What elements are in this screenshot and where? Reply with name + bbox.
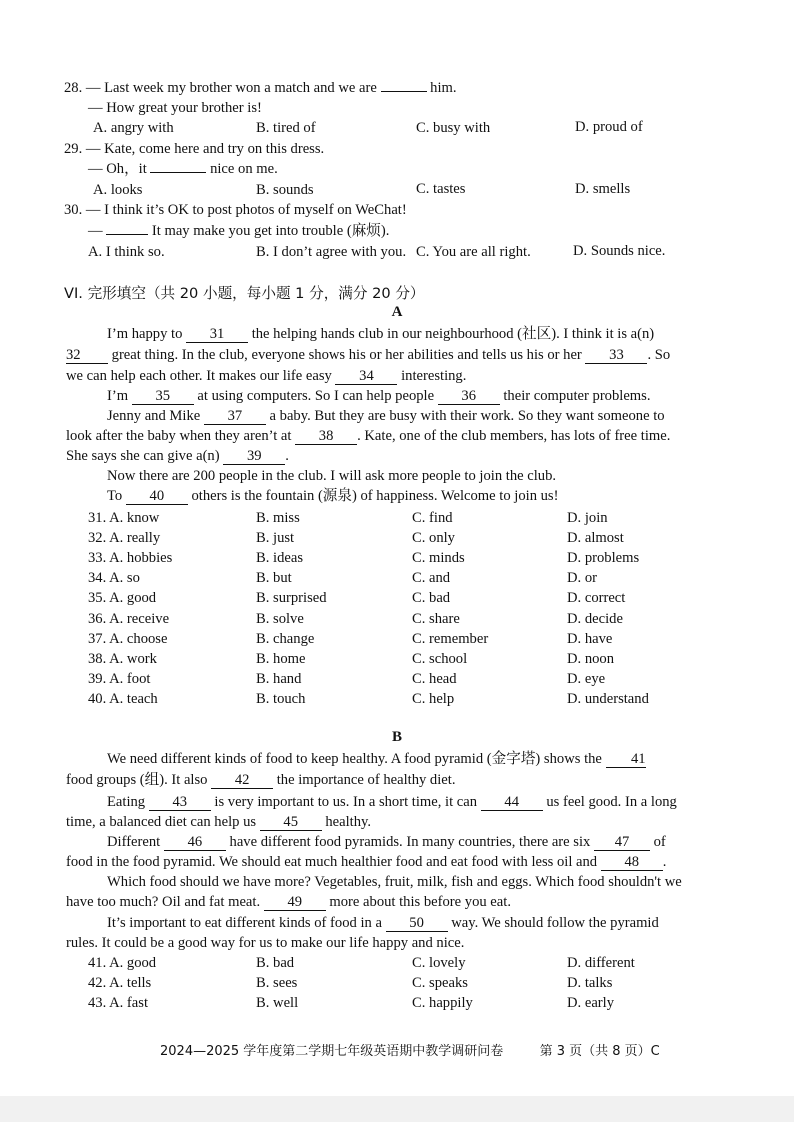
q28-reply: — How great your brother is! <box>88 100 262 116</box>
options_b-row-0-option-b[interactable]: B. bad <box>256 955 295 971</box>
text: We need different kinds of food to keep healthy. A food pyramid (金字塔) shows the <box>107 751 606 767</box>
options_b-row-2-option-a[interactable]: 43. A. fast <box>88 995 148 1011</box>
blank-33[interactable]: 33 <box>585 348 647 364</box>
text: us feel good. In a long <box>542 794 677 810</box>
options_a-row-6-option-c[interactable]: C. remember <box>412 630 489 647</box>
q30-text-b: It may make you get into trouble (麻烦). <box>148 223 390 239</box>
options_a-row-0-option-b[interactable]: B. miss <box>256 510 300 526</box>
passage-b-line-5 <box>107 833 666 852</box>
passage-a-line-6 <box>66 427 670 446</box>
passage-b-line-6 <box>66 853 666 872</box>
q28-option-b[interactable]: B. tired of <box>256 120 316 136</box>
options_a-row-7-option-c[interactable]: C. school <box>412 650 468 667</box>
blank-48[interactable]: 48 <box>601 855 663 871</box>
blank-50[interactable]: 50 <box>386 916 448 932</box>
options_a-row-2-option-d[interactable]: D. problems <box>567 550 640 567</box>
blank-32[interactable]: 32 <box>66 348 108 364</box>
options_a-row-2-option-a[interactable]: 33. A. hobbies <box>88 550 173 567</box>
text: look after the baby when they aren’t at <box>66 428 296 444</box>
options_b-row-0-option-a[interactable]: 41. A. good <box>88 955 157 971</box>
q29-text-b: nice on me. <box>206 161 278 177</box>
page-footer <box>160 1040 660 1059</box>
options_a-row-2-option-c[interactable]: C. minds <box>412 550 465 567</box>
q30-option-c[interactable]: C. You are all right. <box>416 244 531 260</box>
text: . So <box>647 347 671 363</box>
options_a-row-5-option-c[interactable]: C. share <box>412 610 460 627</box>
footer-page-number: 第 3 页（共 8 页）C <box>539 1044 660 1059</box>
section-title-cloze: VI. 完形填空（共 20 小题，每小题 1 分，满分 20 分） <box>64 285 425 302</box>
options_a-row-8-option-d[interactable]: D. eye <box>567 670 606 687</box>
passage-b-label: B <box>391 729 402 745</box>
text: time, a balanced diet can help us <box>66 814 260 830</box>
text: a baby. But they are busy with their work. So they want someone to <box>265 408 665 424</box>
q30-stem: 30. — I think it’s OK to post photos of myself on WeChat! <box>64 202 407 218</box>
text: is very important to us. In a short time, it can <box>210 794 481 810</box>
options_b-row-0-option-d[interactable]: D. different <box>567 955 635 971</box>
text: have different food pyramids. In many countries, there are six <box>225 834 594 850</box>
text: . <box>662 854 667 870</box>
options_b-row-1-option-d[interactable]: D. talks <box>567 975 613 991</box>
text: more about this before you eat. <box>325 894 511 910</box>
blank-49[interactable]: 49 <box>264 895 326 911</box>
blank-35[interactable]: 35 <box>132 389 194 405</box>
passage-b-line-3 <box>107 793 677 812</box>
options_a-row-0-option-a[interactable]: 31. A. know <box>88 510 160 526</box>
options_b-row-1-option-c[interactable]: C. speaks <box>412 975 468 991</box>
text: Jenny and Mike <box>107 408 204 424</box>
options_a-row-4-option-c[interactable]: C. bad <box>412 590 451 607</box>
q30-text-a: — <box>88 223 107 239</box>
scan-bottom-edge <box>0 1096 794 1122</box>
options_a-row-9-option-d[interactable]: D. understand <box>567 690 649 707</box>
text: the helping hands club in our neighbourhood (社区). I think it is a(n) <box>248 326 655 342</box>
passage-b-line-10: rules. It could be a good way for us to make our life happy and nice. <box>66 935 465 951</box>
options_a-row-4-option-b[interactable]: B. surprised <box>256 590 327 607</box>
blank-44[interactable]: 44 <box>481 795 543 811</box>
options_b-row-1-option-b[interactable]: B. sees <box>256 975 298 991</box>
options_a-row-8-option-b[interactable]: B. hand <box>256 670 302 687</box>
options_a-row-5-option-a[interactable]: 36. A. receive <box>88 610 170 627</box>
passage-a-label: A <box>391 304 403 320</box>
q30-reply <box>88 222 389 241</box>
text: food groups (组). It also <box>66 772 212 788</box>
options_a-row-7-option-a[interactable]: 38. A. work <box>88 650 157 667</box>
passage-b-line-9 <box>107 914 659 933</box>
text: at using computers. So I can help people <box>193 388 438 404</box>
text: the importance of healthy diet. <box>273 772 456 788</box>
options_b-row-2-option-d[interactable]: D. early <box>567 995 615 1011</box>
options_a-row-4-option-d[interactable]: D. correct <box>567 590 626 607</box>
blank-45[interactable]: 45 <box>260 815 322 831</box>
options_a-row-8-option-c[interactable]: C. head <box>412 670 457 687</box>
q28-text-b: him. <box>426 80 457 96</box>
q30-option-b[interactable]: B. I don’t agree with you. <box>256 244 407 260</box>
options_b-row-0-option-c[interactable]: C. lovely <box>412 955 466 971</box>
blank-31[interactable]: 31 <box>186 327 248 343</box>
passage-a-line-4 <box>107 387 650 406</box>
text: healthy. <box>321 814 372 830</box>
blank-42[interactable]: 42 <box>211 773 273 789</box>
options_a-row-3-option-d[interactable]: D. or <box>567 570 597 587</box>
options_a-row-1-option-c[interactable]: C. only <box>412 530 455 547</box>
passage-a-line-8: Now there are 200 people in the club. I will ask more people to join the club. <box>107 468 557 484</box>
options_a-row-1-option-d[interactable]: D. almost <box>567 530 624 547</box>
passage-b-line-2 <box>66 771 455 790</box>
options_b-row-2-option-b[interactable]: B. well <box>256 995 299 1011</box>
options_a-row-3-option-a[interactable]: 34. A. so <box>88 570 140 587</box>
q29-option-a[interactable]: A. looks <box>93 182 143 198</box>
blank-34[interactable]: 34 <box>335 369 397 385</box>
passage-b-line-7: Which food should we have more? Vegetables, fruit, milk, fish and eggs. Which food shouldn't we <box>107 874 682 890</box>
q28-text-a: 28. — Last week my brother won a match and we are <box>64 80 381 96</box>
q30-option-d[interactable]: D. Sounds nice. <box>573 243 666 259</box>
passage-a-line-1 <box>107 325 654 344</box>
options_a-row-5-option-d[interactable]: D. decide <box>567 610 623 627</box>
text: of <box>649 834 666 850</box>
text: interesting. <box>397 368 467 384</box>
options_a-row-7-option-d[interactable]: D. noon <box>567 650 615 667</box>
passage-b-line-1 <box>107 750 646 769</box>
q29-blank[interactable] <box>150 172 206 173</box>
passage-a-line-5 <box>107 407 665 426</box>
q28-option-a[interactable]: A. angry with <box>93 120 174 136</box>
options_a-row-0-option-d[interactable]: D. join <box>567 510 608 526</box>
blank-46[interactable]: 46 <box>164 835 226 851</box>
q29-stem: 29. — Kate, come here and try on this dress. <box>64 141 325 157</box>
q29-text-a: — Oh，it <box>88 161 151 177</box>
text: . Kate, one of the club members, has lots of free time. <box>357 428 671 444</box>
blank-36[interactable]: 36 <box>438 389 500 405</box>
q30-blank[interactable] <box>106 234 148 235</box>
options_a-row-6-option-d[interactable]: D. have <box>567 630 613 647</box>
text: great thing. In the club, everyone shows his or her abilities and tells us his or her <box>108 347 586 363</box>
q29-option-d[interactable]: D. smells <box>575 181 631 197</box>
text: . <box>285 448 289 464</box>
blank-39[interactable]: 39 <box>223 449 285 465</box>
blank-41[interactable]: 41 <box>606 752 646 768</box>
text: way. We should follow the pyramid <box>447 915 659 931</box>
options_a-row-2-option-b[interactable]: B. ideas <box>256 550 304 567</box>
text: I’m happy to <box>107 326 187 342</box>
options_a-row-0-option-c[interactable]: C. find <box>412 510 453 526</box>
blank-47[interactable]: 47 <box>594 835 650 851</box>
text: others is the fountain (源泉) of happiness. Welcome to join us! <box>187 488 559 504</box>
q29-option-c[interactable]: C. tastes <box>416 181 466 197</box>
options_a-row-7-option-b[interactable]: B. home <box>256 650 306 667</box>
q29-option-b[interactable]: B. sounds <box>256 182 314 198</box>
footer-exam-title: 2024—2025 学年度第二学期七年级英语期中教学调研问卷 <box>160 1044 504 1059</box>
q29-reply <box>88 160 278 179</box>
options_a-row-9-option-b[interactable]: B. touch <box>256 690 306 707</box>
text: I’m <box>107 388 132 404</box>
text: It’s important to eat different kinds of food in a <box>107 915 386 931</box>
options_b-row-1-option-a[interactable]: 42. A. tells <box>88 975 152 991</box>
options_a-row-1-option-b[interactable]: B. just <box>256 530 295 547</box>
options_a-row-6-option-b[interactable]: B. change <box>256 630 315 647</box>
text: have too much? Oil and fat meat. <box>66 894 264 910</box>
text: She says she can give a(n) <box>66 448 224 464</box>
blank-40[interactable]: 40 <box>126 489 188 505</box>
options_b-row-2-option-c[interactable]: C. happily <box>412 995 473 1011</box>
options_a-row-6-option-a[interactable]: 37. A. choose <box>88 630 168 647</box>
passage-a-line-3 <box>66 367 466 386</box>
options_a-row-5-option-b[interactable]: B. solve <box>256 610 304 627</box>
options_a-row-8-option-a[interactable]: 39. A. foot <box>88 670 151 687</box>
q30-option-a[interactable]: A. I think so. <box>88 244 165 260</box>
options_a-row-3-option-b[interactable]: B. but <box>256 570 292 587</box>
options_a-row-1-option-a[interactable]: 32. A. really <box>88 530 161 547</box>
blank-37[interactable]: 37 <box>204 409 266 425</box>
text: Eating <box>107 794 149 810</box>
text: their computer problems. <box>499 388 651 404</box>
options_a-row-4-option-a[interactable]: 35. A. good <box>88 590 157 607</box>
q28-option-c[interactable]: C. busy with <box>416 120 491 136</box>
q28-blank[interactable] <box>381 91 427 92</box>
passage-b-line-4 <box>66 813 371 832</box>
options_a-row-9-option-c[interactable]: C. help <box>412 690 455 707</box>
q28-option-d[interactable]: D. proud of <box>575 119 643 135</box>
passage-a-line-2 <box>66 346 670 365</box>
passage-a-line-9 <box>107 487 558 506</box>
passage-b-line-8 <box>66 893 511 912</box>
text: we can help each other. It makes our life easy <box>66 368 336 384</box>
options_a-row-9-option-a[interactable]: 40. A. teach <box>88 690 158 707</box>
blank-43[interactable]: 43 <box>149 795 211 811</box>
text: Different <box>107 834 164 850</box>
text: To <box>107 488 126 504</box>
passage-a-line-7 <box>66 447 289 466</box>
q28-stem <box>64 79 457 98</box>
options_a-row-3-option-c[interactable]: C. and <box>412 570 451 587</box>
text: food in the food pyramid. We should eat much healthier food and eat food with less oil and <box>66 854 601 870</box>
blank-38[interactable]: 38 <box>295 429 357 445</box>
